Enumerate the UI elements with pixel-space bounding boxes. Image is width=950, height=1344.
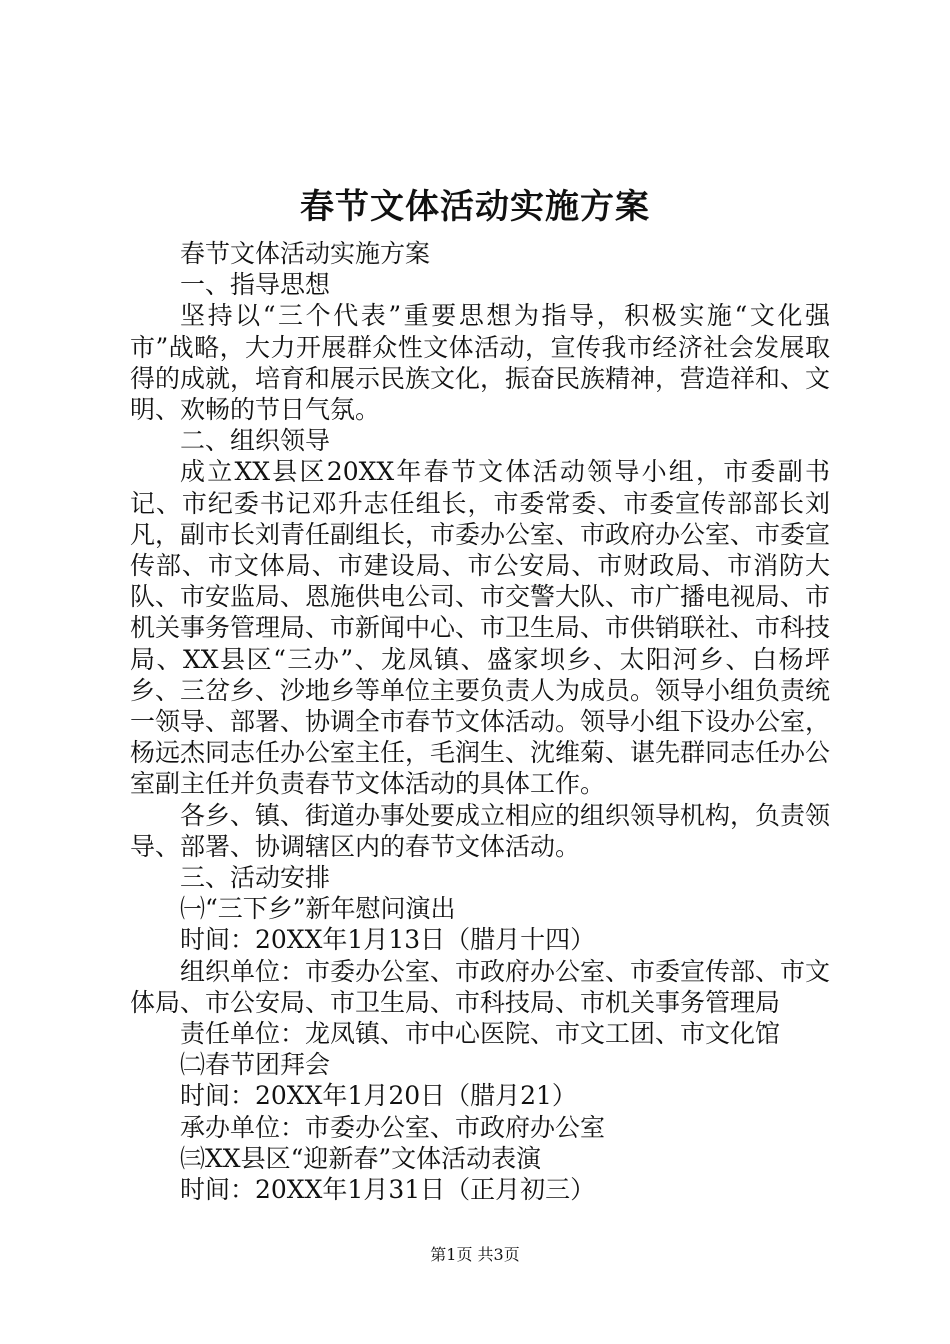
activity-2-title: ㈡春节团拜会 xyxy=(180,1050,331,1080)
section-heading-organization: 二、组织领导 xyxy=(180,426,331,456)
activity-3-title: ㈢XX县区“迎新春”文体活动表演 xyxy=(180,1143,542,1173)
activity-2-hosts: 承办单位：市委办公室、市政府办公室 xyxy=(180,1112,606,1142)
activity-3-time: 时间：20XX年1月31日（正月初三） xyxy=(180,1175,596,1205)
paragraph-township-organization: 各乡、镇、街道办事处要成立相应的组织领导机构，负责领导、部署、协调辖区内的春节文体活动。 xyxy=(130,800,831,861)
section-heading-activities: 三、活动安排 xyxy=(180,863,331,893)
section-heading-guiding-ideology: 一、指导思想 xyxy=(180,270,331,300)
paragraph-guiding-ideology: 坚持以“三个代表”重要思想为指导，积极实施“文化强市”战略，大力开展群众性文体活动，宣传我市经济社会发展取得的成就，培育和展示民族文化，振奋民族精神，营造祥和、文明、欢畅的节日气氛。 xyxy=(130,301,831,425)
activity-1-responsible: 责任单位：龙凤镇、市中心医院、市文工团、市文化馆 xyxy=(180,1019,781,1049)
document-body xyxy=(130,238,830,1205)
activity-1-organizers: 组织单位：市委办公室、市政府办公室、市委宣传部、市文体局、市公安局、市卫生局、市科技局、市机关事务管理局 xyxy=(130,956,831,1017)
activity-1-title: ㈠“三下乡”新年慰问演出 xyxy=(180,894,456,924)
activity-2-time: 时间：20XX年1月20日（腊月21） xyxy=(180,1081,577,1111)
activity-1-time: 时间：20XX年1月13日（腊月十四） xyxy=(180,925,596,955)
document-title: 春节文体活动实施方案 xyxy=(300,187,650,227)
paragraph-leading-group: 成立XX县区20XX年春节文体活动领导小组，市委副书记、市纪委书记邓升志任组长，市委常委、市委宣传部部长刘凡，副市长刘青任副组长，市委办公室、市政府办公室、市委宣传部、市文体局、市建设局、市公安局、市财政局、市消防大队、市安监局、恩施供电公司、市交警大队、市广播电视局、市机关事务管理局、市新闻中心、市卫生局、市供销联社、市科技局、XX县区“三办”、龙凤镇、盛家坝乡、太阳河乡、白杨坪乡、三岔乡、沙地乡等单位主要负责人为成员。领导小组负责统一领导、部署、协调全市春节文体活动。领导小组下设办公室，杨远杰同志任办公室主任，毛润生、沈维菊、谌先群同志任办公室副主任并负责春节文体活动的具体工作。 xyxy=(130,457,831,799)
paragraph-heading: 春节文体活动实施方案 xyxy=(180,239,431,268)
page-footer: 第1页 共3页 xyxy=(430,1245,520,1264)
